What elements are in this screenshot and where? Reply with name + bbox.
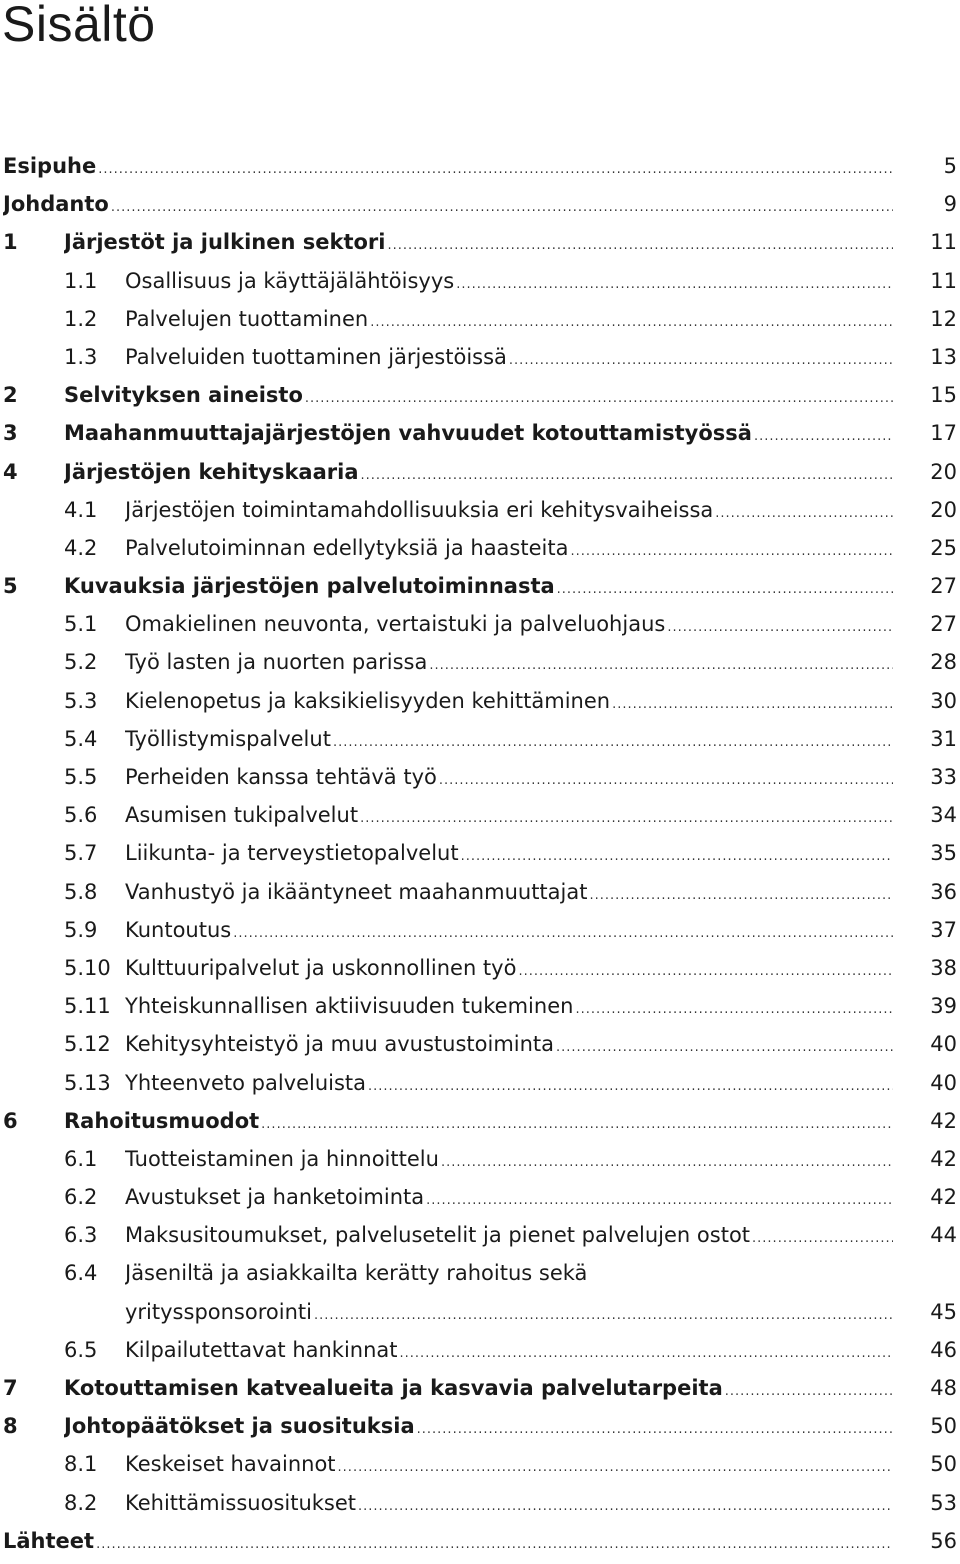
toc-entry-page: 31 [930,726,957,751]
dot-leader [361,457,893,495]
dot-leader [261,1106,893,1144]
dot-leader [461,838,893,876]
toc-entry-number: 6.3 [64,1223,98,1248]
dot-leader [96,1526,893,1564]
toc-entry-number: 6 [3,1108,18,1133]
toc-entry-page: 27 [930,612,957,637]
dot-leader [368,1068,893,1106]
dot-leader [589,877,893,915]
dot-leader [725,1373,893,1411]
toc-entry-title: Avustukset ja hanketoiminta [125,1185,425,1210]
dot-leader [338,1449,893,1487]
toc-entry-page: 25 [930,535,957,560]
dot-leader [360,800,893,838]
toc-entry-number: 6.5 [64,1337,98,1362]
table-of-contents [0,147,960,1560]
toc-entry-title: Palvelutoiminnan edellytyksiä ja haasteita [125,535,569,560]
dot-leader [667,609,893,647]
dot-leader [314,1297,893,1335]
toc-entry[interactable] [0,529,960,567]
toc-entry[interactable] [0,300,960,338]
toc-entry-page: 42 [930,1185,957,1210]
toc-entry-number: 5.11 [64,994,111,1019]
toc-entry[interactable] [0,376,960,414]
toc-entry[interactable] [0,1216,960,1254]
dot-leader [439,762,893,800]
toc-entry-title: Järjestöt ja julkinen sektori [64,230,386,255]
toc-entry-title: yrityssponsorointi [125,1299,312,1324]
toc-entry-number: 5.3 [64,688,98,713]
toc-entry-number: 5.8 [64,879,98,904]
toc-entry[interactable] [0,1484,960,1522]
toc-entry-page: 11 [930,268,957,293]
toc-entry-title: Rahoitusmuodot [64,1108,260,1133]
dot-leader [557,571,893,609]
toc-entry-number: 5.6 [64,803,98,828]
toc-entry[interactable] [0,567,960,605]
toc-entry-page: 9 [943,192,957,217]
toc-entry-number: 6.2 [64,1185,98,1210]
toc-entry[interactable] [0,987,960,1025]
dot-leader [612,686,893,724]
toc-entry-number: 5.2 [64,650,98,675]
toc-entry-number: 1.3 [64,344,98,369]
toc-entry[interactable] [0,643,960,681]
toc-entry[interactable] [0,1331,960,1369]
toc-entry[interactable] [0,1369,960,1407]
toc-entry[interactable] [0,147,960,185]
toc-entry-title: Johdanto [3,192,109,217]
toc-entry[interactable] [0,1102,960,1140]
toc-entry[interactable] [0,453,960,491]
toc-entry-number: 3 [3,421,18,446]
toc-entry-page: 56 [930,1528,957,1553]
toc-entry-number: 5 [3,574,18,599]
dot-leader [575,991,893,1029]
toc-entry[interactable] [0,1522,960,1560]
toc-entry-number: 5.1 [64,612,98,637]
toc-entry-title: Lähteet [3,1528,95,1553]
dot-leader [400,1335,893,1373]
toc-entry-page: 12 [930,306,957,331]
toc-entry[interactable] [0,262,960,300]
toc-entry-page: 20 [930,497,957,522]
toc-entry[interactable] [0,491,960,529]
toc-entry-page: 45 [930,1299,957,1324]
toc-entry-number: 5.12 [64,1032,111,1057]
toc-entry-page: 34 [930,803,957,828]
toc-entry-page: 50 [930,1452,957,1477]
toc-entry-title: Jäseniltä ja asiakkailta kerätty rahoitus sekä [125,1261,588,1286]
toc-entry-page: 28 [930,650,957,675]
dot-leader [715,495,893,533]
toc-entry-title: Osallisuus ja käyttäjälähtöisyys [125,268,455,293]
toc-entry-title: Palveluiden tuottaminen järjestöissä [125,344,507,369]
toc-entry[interactable] [0,223,960,261]
toc-entry-page: 36 [930,879,957,904]
toc-entry-title: Tuotteistaminen ja hinnoittelu [125,1146,439,1171]
toc-entry[interactable] [0,949,960,987]
toc-entry[interactable] [0,834,960,872]
dot-leader [111,189,893,227]
toc-entry-page: 15 [930,383,957,408]
toc-entry-number: 1.1 [64,268,98,293]
toc-entry-title: Asumisen tukipalvelut [125,803,359,828]
toc-entry-title: Työllistymispalvelut [125,726,331,751]
toc-entry-page: 50 [930,1414,957,1439]
toc-entry[interactable] [0,720,960,758]
toc-entry[interactable] [0,758,960,796]
dot-leader [333,724,893,762]
toc-entry[interactable] [0,1140,960,1178]
toc-entry-page: 11 [930,230,957,255]
toc-entry-page: 30 [930,688,957,713]
toc-entry[interactable] [0,605,960,643]
toc-entry-title: Kulttuuripalvelut ja uskonnollinen työ [125,955,517,980]
toc-entry-number: 6.4 [64,1261,98,1286]
toc-entry-title: Järjestöjen toimintamahdollisuuksia eri kehitysvaiheissa [125,497,714,522]
toc-entry-title: Maahanmuuttajajärjestöjen vahvuudet kotouttamistyössä [64,421,752,446]
toc-entry-title: Omakielinen neuvonta, vertaistuki ja palveluohjaus [125,612,666,637]
toc-entry-page: 44 [930,1223,957,1248]
toc-entry-number: 5.10 [64,955,111,980]
toc-entry-page: 38 [930,955,957,980]
toc-entry-number: 1 [3,230,18,255]
toc-entry-number: 5.7 [64,841,98,866]
toc-entry-title: Liikunta- ja terveystietopalvelut [125,841,459,866]
toc-entry-number: 4 [3,459,18,484]
toc-entry[interactable] [0,873,960,911]
toc-entry-title: Esipuhe [3,154,97,178]
toc-entry-page: 42 [930,1108,957,1133]
toc-entry-title: Kehitysyhteistyö ja muu avustustoiminta [125,1032,555,1057]
dot-leader [752,1220,893,1258]
toc-entry-page: 42 [930,1146,957,1171]
toc-entry-title: Kuntoutus [125,917,232,942]
dot-leader [518,953,893,991]
toc-entry-number: 4.1 [64,497,98,522]
toc-entry[interactable] [0,185,960,223]
toc-entry-number: 7 [3,1376,18,1400]
toc-entry[interactable] [0,1064,960,1102]
toc-entry[interactable] [0,1445,960,1483]
toc-entry-number: 8.2 [64,1490,98,1515]
toc-entry-title: Yhteiskunnallisen aktiivisuuden tukeminen [125,994,574,1019]
dot-leader [556,1029,893,1067]
toc-entry[interactable] [0,1254,960,1292]
toc-entry-title: Kotouttamisen katvealueita ja kasvavia palvelutarpeita [64,1376,723,1400]
toc-entry-title: Kehittämissuositukset [125,1490,357,1515]
toc-entry[interactable] [0,1407,960,1445]
toc-entry[interactable] [0,682,960,720]
toc-entry-number: 5.5 [64,765,98,789]
toc-entry-title: Maksusitoumukset, palvelusetelit ja pienet palvelujen ostot [125,1223,751,1248]
dot-leader [754,418,893,456]
dot-leader [417,1411,893,1449]
toc-entry-number: 8.1 [64,1452,98,1477]
toc-entry-page: 48 [930,1376,957,1400]
toc-entry[interactable] [0,911,960,949]
toc-entry-number: 6.1 [64,1146,98,1171]
toc-entry-page: 33 [930,765,957,789]
toc-entry-title: Kielenopetus ja kaksikielisyyden kehittäminen [125,688,611,713]
toc-entry-page: 27 [930,574,957,599]
toc-entry-page: 39 [930,994,957,1019]
toc-entry-number: 5.4 [64,726,98,751]
dot-leader [509,342,893,380]
toc-entry[interactable] [0,1293,960,1331]
toc-entry-number: 1.2 [64,306,98,331]
toc-entry[interactable] [0,1025,960,1063]
dot-leader [358,1488,893,1526]
toc-entry-page: 37 [930,917,957,942]
toc-entry-title: Perheiden kanssa tehtävä työ [125,765,437,789]
toc-entry-page: 20 [930,459,957,484]
toc-entry-title: Kilpailutettavat hankinnat [125,1337,398,1362]
dot-leader [456,266,893,304]
toc-entry[interactable] [0,338,960,376]
toc-entry-title: Johtopäätökset ja suosituksia [64,1414,415,1439]
toc-entry[interactable] [0,1178,960,1216]
dot-leader [429,647,893,685]
toc-entry-title: Työ lasten ja nuorten parissa [125,650,428,675]
toc-entry-title: Vanhustyö ja ikääntyneet maahanmuuttajat [125,879,588,904]
toc-entry-number: 5.13 [64,1070,111,1095]
dot-leader [441,1144,893,1182]
dot-leader [370,304,893,342]
toc-entry-title: Palvelujen tuottaminen [125,306,369,331]
toc-entry-page: 17 [930,421,957,446]
toc-entry-title: Kuvauksia järjestöjen palvelutoiminnasta [64,574,555,599]
toc-entry-page: 13 [930,344,957,369]
toc-entry-title: Keskeiset havainnot [125,1452,336,1477]
dot-leader [426,1182,893,1220]
toc-entry-number: 4.2 [64,535,98,560]
toc-entry-number: 5.9 [64,917,98,942]
toc-entry-title: Selvityksen aineisto [64,383,303,408]
toc-entry-page: 5 [943,154,957,178]
dot-leader [233,915,893,953]
toc-entry-number: 8 [3,1414,18,1439]
toc-entry[interactable] [0,796,960,834]
toc-entry-page: 53 [930,1490,957,1515]
toc-entry-number: 2 [3,383,18,408]
dot-leader [570,533,893,571]
page-title: Sisältö [2,0,156,52]
toc-entry[interactable] [0,414,960,452]
toc-entry-page: 40 [930,1070,957,1095]
dot-leader [98,151,893,189]
toc-entry-page: 46 [930,1337,957,1362]
dot-leader [305,380,893,418]
toc-entry-title: Järjestöjen kehityskaaria [64,459,359,484]
toc-entry-title: Yhteenveto palveluista [125,1070,367,1095]
toc-entry-page: 40 [930,1032,957,1057]
toc-entry-page: 35 [930,841,957,866]
dot-leader [387,227,893,265]
